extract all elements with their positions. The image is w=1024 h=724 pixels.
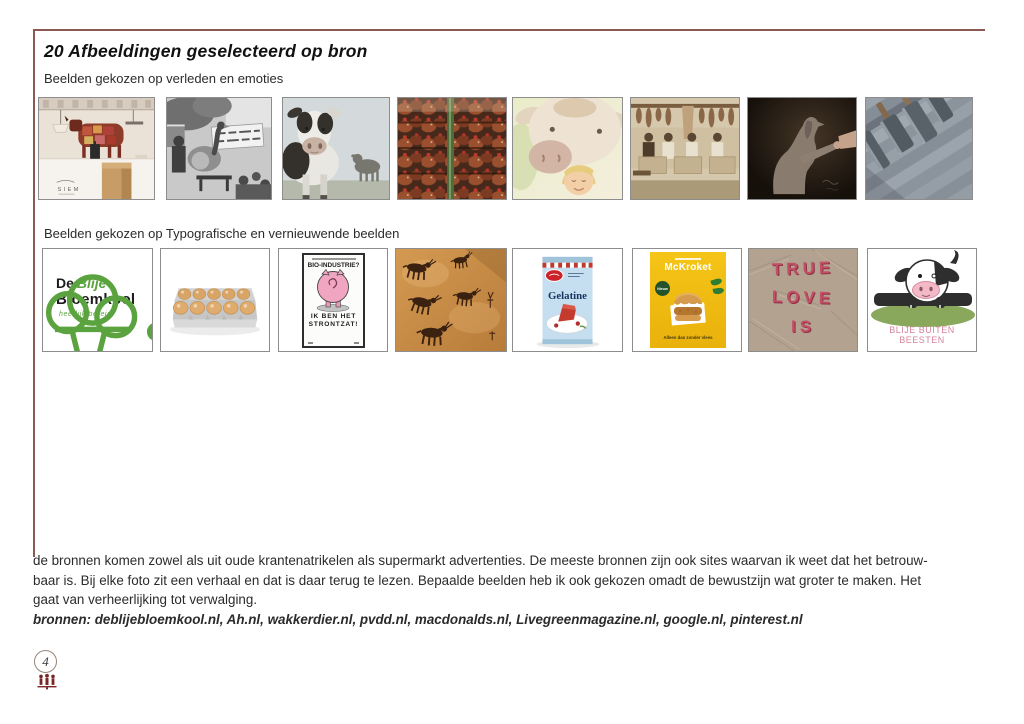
image-gelatine-packet: [512, 248, 623, 352]
mckroket-brand: McKroket: [664, 262, 712, 273]
image-egg-carton: [160, 248, 270, 352]
footer-line-1: de bronnen komen zowel als uit oude krantenatrikelen als supermarkt advertenties. De meeste bronnen zijn ook sites waarvan ik weet dat het betrouw-: [33, 553, 928, 568]
image-cave-painting: [395, 248, 507, 352]
mckroket-poster: [650, 252, 726, 348]
mckroket-smallprint-line: [675, 258, 701, 260]
section-label-1: Beelden gekozen op verleden en emoties: [44, 71, 284, 86]
bloemkool-word-blije: Blije: [76, 275, 107, 291]
image-chicken-farm: [397, 97, 507, 200]
poster-line1: IK BEN HET: [310, 313, 357, 320]
image-cleavers-on-wood: [865, 97, 973, 200]
beesten-logo-text: BLIJE BUITEN BEESTEN: [889, 325, 955, 345]
image-true-love-is-meat: [748, 248, 858, 352]
page-number-badge: [34, 650, 57, 673]
image-historic-butchery: [630, 97, 740, 200]
meat-letters-line3: IS: [790, 317, 816, 336]
image-de-blije-bloemkool-logo: [42, 248, 153, 352]
bloemkool-word-bloemkool: Bloemkool: [56, 291, 136, 308]
poster-footer-marks: [308, 342, 359, 344]
page-frame-left: [33, 29, 35, 557]
image-blije-buiten-beesten-logo: [867, 248, 977, 352]
people-logo-icon: [37, 673, 57, 691]
mckroket-slogan: Alleen dan zonder vlees: [663, 335, 713, 340]
poster-line2: STRONTZAT!: [308, 320, 359, 328]
footer-line-2: baar is. Bij elke foto zit een verhaal en dat is daar terug te lezen. Bepaalde beelden heb ik ook gekozen omadt de bewustzijn wat groter te maken. Het: [33, 572, 922, 588]
image-mckroket-ad: [632, 248, 742, 352]
mckroket-nieuw-badge: Nieuw: [655, 281, 670, 296]
poster-title: BIO-INDUSTRIE?: [307, 262, 360, 269]
gelatine-label: Gelatine: [548, 290, 587, 303]
page-title: 20 Afbeeldingen geselecteerd op bron: [44, 41, 368, 61]
section-label-2: Beelden gekozen op Typografische en vernieuwende beelden: [44, 226, 400, 241]
image-dog-giving-paw: [747, 97, 857, 200]
footer-line-3: gaat van verheerlijking tot verwalging.: [33, 592, 258, 607]
meat-letters-line1: TRUE: [771, 257, 835, 280]
pig-rear-illustration: [304, 269, 363, 313]
kroket-burger-illustration: [669, 290, 707, 326]
page-number: 4: [42, 653, 49, 669]
image-protest-banner-goose: [166, 97, 272, 200]
leaf-badge-icon: [710, 277, 722, 286]
siem-sign-text: SIEM: [57, 187, 81, 194]
image-cow-hugging-child: [512, 97, 623, 200]
leaf-badge-icon: [713, 287, 725, 295]
image-butcher-shop-siem: [38, 97, 155, 200]
image-bio-industrie-poster: [278, 248, 388, 352]
pig-poster: [302, 253, 365, 348]
page-frame-top: [33, 29, 985, 31]
cauliflower-face-icon: [122, 296, 153, 352]
image-cow-painting: [282, 97, 390, 200]
footer-sources-line: bronnen: deblijebloemkool.nl, Ah.nl, wakkerdier.nl, pvdd.nl, macdonalds.nl, Livegreenmagazine.nl, google.nl, pinterest.nl: [33, 611, 803, 627]
bloemkool-word-de: De: [56, 275, 74, 291]
footer-paragraph: [33, 551, 995, 629]
bloemkool-tagline: heerlijk bereid: [59, 311, 112, 318]
poster-smallprint-line: [312, 258, 356, 260]
meat-letters-line2: LOVE: [771, 287, 835, 308]
